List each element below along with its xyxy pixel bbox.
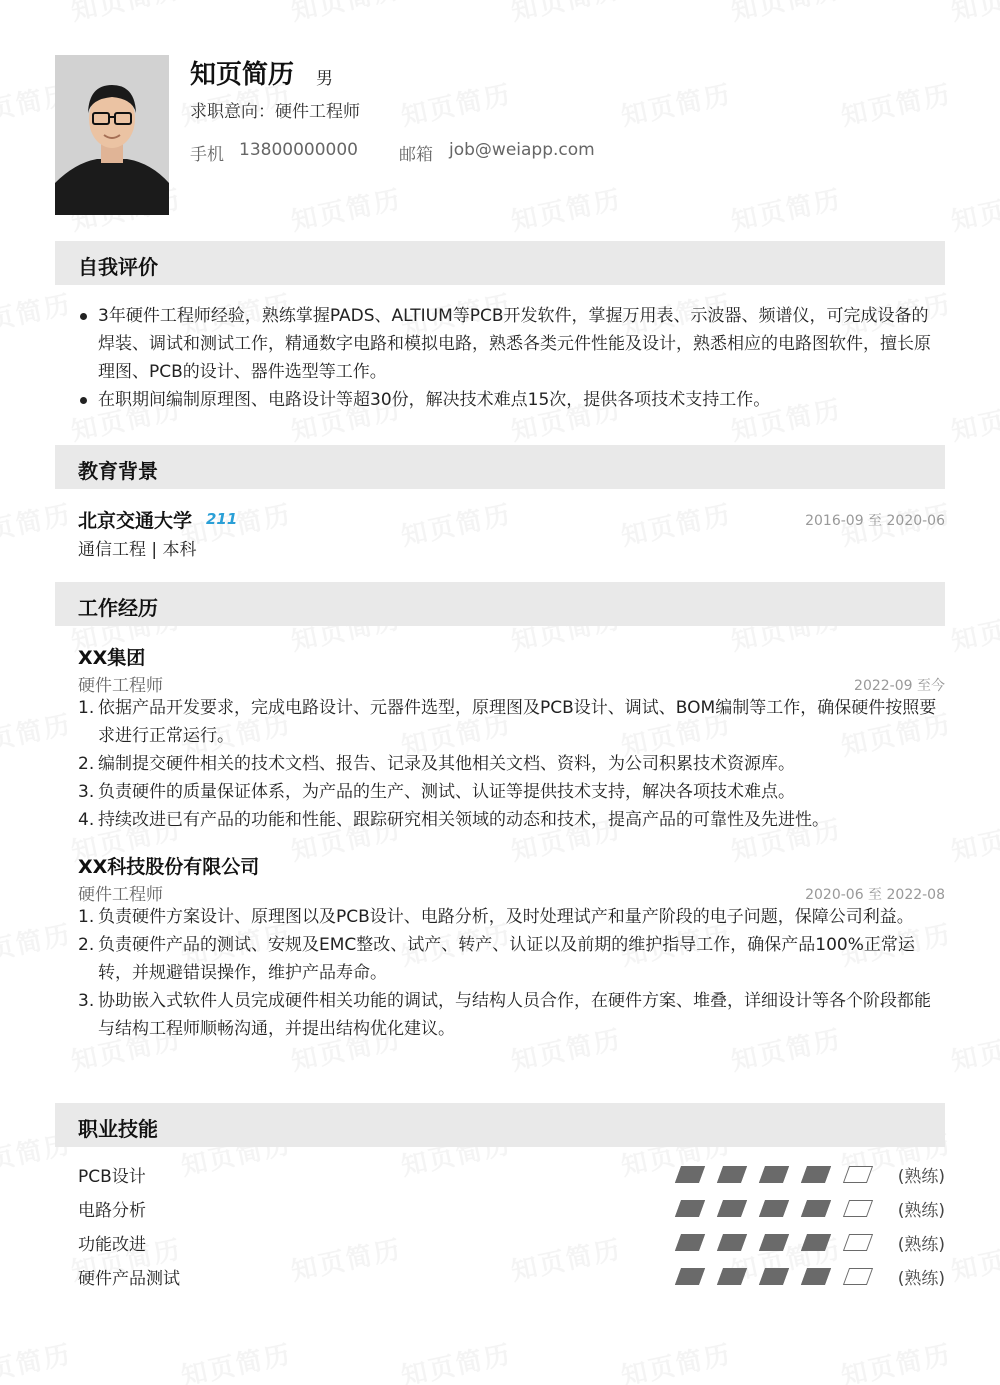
watermark-text [947,179,1000,238]
watermark-text [837,74,954,133]
watermark-text [947,809,1000,868]
education-major: 通信工程 | 本科 [78,540,197,560]
section-title: 自我评价 [78,255,158,279]
section-title: 职业技能 [78,1117,158,1141]
job-date: 2022-09 至今 [854,678,945,694]
list-item: 3. 协助嵌入式软件人员完成硬件相关功能的调试，与结构人员合作，在硬件方案、堆叠，详细设计等各个阶段都能与结构工程师顺畅沟通，并提出结构优化建议。 [78,991,931,1039]
skill-row [78,1228,945,1256]
list-item: 2. 负责硬件产品的测试、安规及EMC整改、试产、转产、认证以及前期的维护指导工作，确保产品100%正常运转，并规避错误操作，维护产品寿命。 [78,935,915,983]
watermark-text [947,389,1000,448]
watermark-text [727,179,844,238]
phone-label: 手机 [190,145,224,165]
watermark-text [727,0,844,28]
skill-level-meter [678,1200,878,1218]
skill-segment-empty [843,1200,873,1217]
watermark-text [947,599,1000,658]
watermark-text [617,494,734,553]
skill-segment-empty [843,1268,873,1285]
skill-segment-filled [759,1200,789,1217]
skill-name: PCB设计 [78,1167,146,1187]
section-skills [55,1103,945,1147]
skill-segment-filled [675,1166,705,1183]
job-company: XX集团 [78,647,146,669]
watermark-text [287,0,404,28]
skill-name: 功能改进 [78,1235,146,1255]
skill-segment-filled [759,1234,789,1251]
job-intent: 求职意向：硬件工程师 [190,102,360,122]
watermark-text [947,1019,1000,1078]
gender: 男 [316,69,333,89]
watermark-text [837,1334,954,1385]
skill-level-meter [678,1268,878,1286]
list-item: 1. 依据产品开发要求，完成电路设计、元器件选型，原理图及PCB设计、调试、BOM编制等工作，确保硬件按照要求进行正常运行。 [78,698,937,746]
job-date: 2020-06 至 2022-08 [805,887,945,903]
skill-segment-filled [717,1234,747,1251]
watermark-text [0,704,75,763]
email-label: 邮箱 [399,145,433,165]
skill-segment-filled [759,1166,789,1183]
list-item: 3. 负责硬件的质量保证体系，为产品的生产、测试、认证等提供技术支持，解决各项技术难点。 [78,782,795,802]
job-title: 硬件工程师 [78,676,163,696]
watermark-text [947,1229,1000,1288]
avatar [55,55,169,215]
skill-segment-filled [759,1268,789,1285]
watermark-text [507,0,624,28]
list-item: 2. 编制提交硬件相关的技术文档、报告、记录及其他相关文档、资料，为公司积累技术资源库。 [78,754,795,774]
watermark-text [177,1334,294,1385]
section-title: 工作经历 [78,596,158,620]
watermark-text [0,1334,75,1385]
skill-segment-filled [801,1268,831,1285]
watermark-text [0,494,75,553]
list-item: 4. 持续改进已有产品的功能和性能、跟踪研究相关领域的动态和技术，提高产品的可靠性及先进性。 [78,810,829,830]
skill-name: 硬件产品测试 [78,1269,180,1289]
watermark-text [947,0,1000,28]
watermark-text [397,494,514,553]
watermark-text [507,179,624,238]
job-company: XX科技股份有限公司 [78,856,260,878]
phone-value: 13800000000 [239,140,358,160]
watermark-text [287,179,404,238]
education-date: 2016-09 至 2020-06 [805,513,945,529]
skill-segment-empty [843,1234,873,1251]
skill-row [78,1194,945,1222]
skill-level-label: (熟练) [897,1167,945,1187]
skill-row [78,1160,945,1188]
school-name: 北京交通大学 [78,510,193,532]
school-tag-badge: 211 [206,510,238,528]
job-duties [78,694,945,834]
bullet-icon [80,397,87,404]
skill-segment-filled [717,1200,747,1217]
section-title: 教育背景 [78,459,158,483]
email-value[interactable]: job@weiapp.com [449,140,595,160]
skill-level-label: (熟练) [897,1269,945,1289]
skill-segment-filled [801,1200,831,1217]
job-title: 硬件工程师 [78,885,163,905]
skill-segment-empty [843,1166,873,1183]
skill-segment-filled [675,1234,705,1251]
skill-row [78,1262,945,1290]
section-education [55,445,945,489]
watermark-text [617,1334,734,1385]
job-duties [78,903,945,1043]
section-self-eval [55,241,945,285]
bullet-icon [80,313,87,320]
watermark-text [0,914,75,973]
skill-level-meter [678,1234,878,1252]
skill-segment-filled [675,1268,705,1285]
skill-level-label: (熟练) [897,1201,945,1221]
skill-segment-filled [717,1166,747,1183]
list-item: 1. 负责硬件方案设计、原理图以及PCB设计、电路分析，及时处理试产和量产阶段的电子问题，保障公司利益。 [78,907,914,927]
watermark-text [67,0,184,28]
candidate-name: 知页简历 [190,60,295,90]
skill-name: 电路分析 [78,1201,146,1221]
section-work [55,582,945,626]
list-item: 3年硬件工程师经验，熟练掌握PADS、ALTIUM等PCB开发软件，掌握万用表、示波器、频谱仪，可完成设备的焊装、调试和测试工作，精通数字电路和模拟电路，熟悉各类元件性能及设计，熟悉相应的电路图软件，擅长原理图、PCB的设计、器件选型等工作。 [55,302,945,386]
self-eval-list [55,302,945,414]
skill-segment-filled [675,1200,705,1217]
watermark-text [397,74,514,133]
skill-segment-filled [801,1234,831,1251]
list-item: 在职期间编制原理图、电路设计等超30份，解决技术难点15次，提供各项技术支持工作。 [55,386,945,414]
skill-segment-filled [801,1166,831,1183]
watermark-text [617,74,734,133]
skill-level-label: (熟练) [897,1235,945,1255]
watermark-text [397,1334,514,1385]
skill-level-meter [678,1166,878,1184]
skill-segment-filled [717,1268,747,1285]
